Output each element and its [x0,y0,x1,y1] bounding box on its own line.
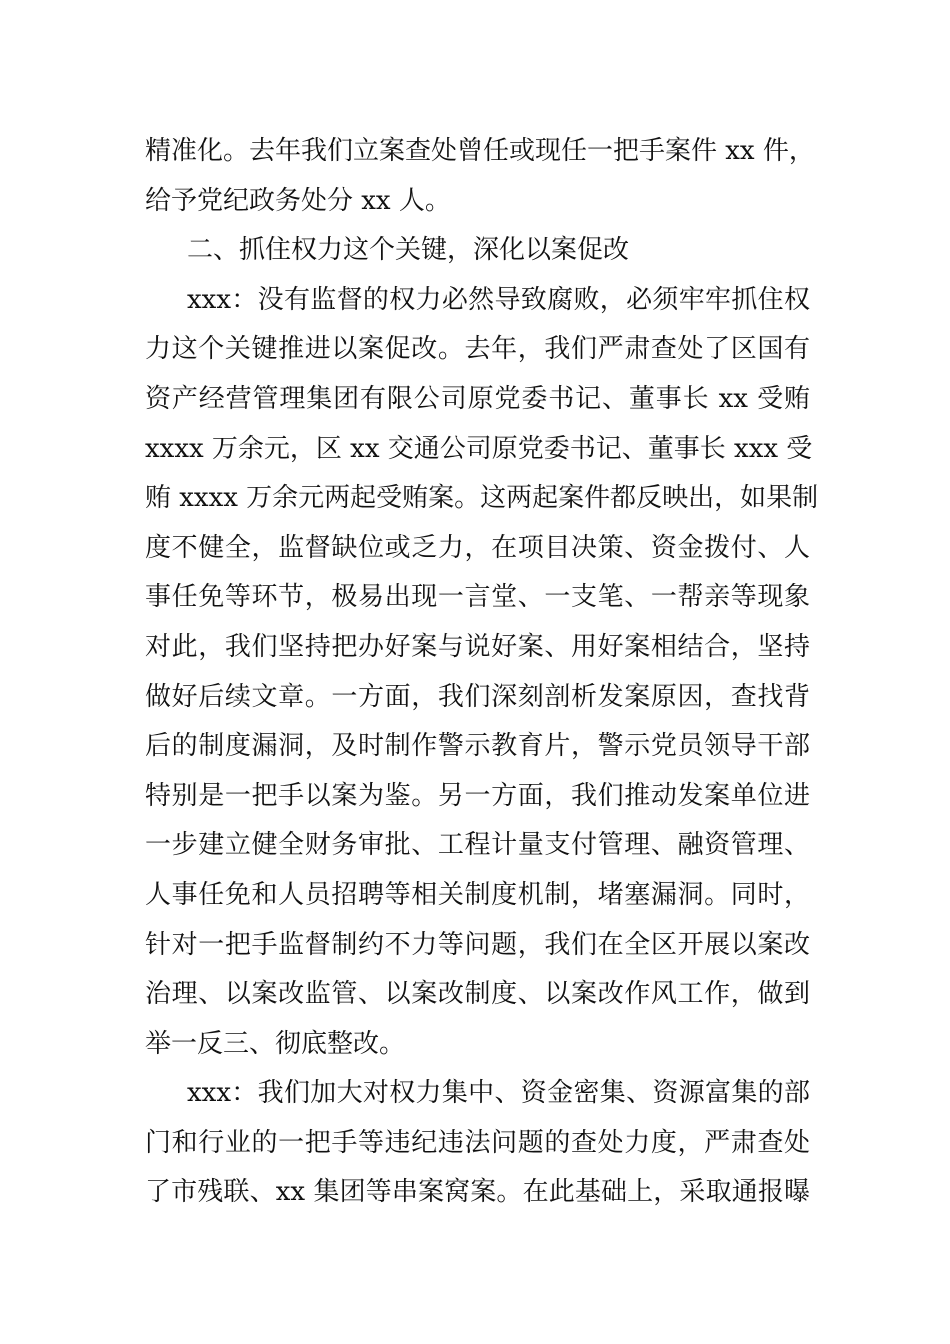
text-line: xxx：没有监督的权力必然导致腐败，必须牢牢抓住权 [187,284,810,315]
text-line: xxx：我们加大对权力集中、资金密集、资源富集的部 [187,1078,810,1109]
text-line: 治理、以案改监管、以案改制度、以案改作风工作，做到 [145,979,810,1010]
text-line: 做好后续文章。一方面，我们深刻剖析发案原因，查找背 [145,681,810,712]
text-line: 人事任免和人员招聘等相关制度机制，堵塞漏洞。同时， [145,879,810,910]
text-line: 特别是一把手以案为鉴。另一方面，我们推动发案单位进 [145,780,810,811]
text-line: 举一反三、彻底整改。 [145,1028,406,1059]
text-line: 资产经营管理集团有限公司原党委书记、董事长 xx 受贿 [145,383,810,414]
text-line: 一步建立健全财务审批、工程计量支付管理、融资管理、 [145,830,810,861]
text-line: 对此，我们坚持把办好案与说好案、用好案相结合，坚持 [145,631,810,662]
section-heading: 二、抓住权力这个关键，深化以案促改 [187,235,630,266]
text-line: 贿 xxxx 万余元两起受贿案。这两起案件都反映出，如果制 [145,483,819,514]
text-line: 度不健全，监督缺位或乏力，在项目决策、资金拨付、人 [145,532,810,563]
text-line: 门和行业的一把手等违纪违法问题的查处力度，严肃查处 [145,1127,810,1158]
text-line: xxxx 万余元，区 xx 交通公司原党委书记、董事长 xxx 受 [145,433,813,464]
text-line: 给予党纪政务处分 xx 人。 [145,185,451,216]
text-line: 事任免等环节，极易出现一言堂、一支笔、一帮亲等现象 [145,582,810,613]
text-line: 后的制度漏洞，及时制作警示教育片，警示党员领导干部 [145,731,810,762]
text-line: 精准化。去年我们立案查处曾任或现任一把手案件 xx 件， [145,136,815,166]
text-line: 了市残联、xx 集团等串案窝案。在此基础上，采取通报曝 [145,1177,810,1208]
text-line: 针对一把手监督制约不力等问题，我们在全区开展以案改 [145,929,810,960]
text-line: 力这个关键推进以案促改。去年，我们严肃查处了区国有 [145,334,810,365]
document-body [145,127,819,1218]
